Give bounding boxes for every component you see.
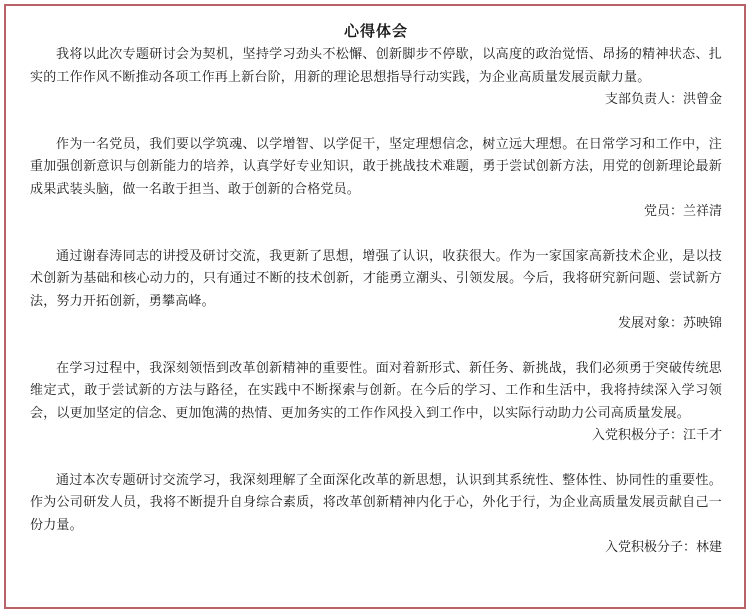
section-1 bbox=[30, 44, 722, 112]
section-signature: 入党积极分子：江千才 bbox=[591, 428, 722, 443]
section-3 bbox=[30, 246, 722, 336]
section-2 bbox=[30, 134, 722, 224]
document-title: 心得体会 bbox=[343, 22, 408, 40]
document-frame bbox=[4, 4, 746, 609]
section-4 bbox=[30, 358, 722, 448]
section-text: 在学习过程中，我深刻领悟到改革创新精神的重要性。面对着新形式、新任务、新挑战，我们必须勇于突破传统思维定式，敢于尝试新的方法与路径，在实践中不断探索与创新。在今后的学习、工作和生活中，我将持续深入学习领会，以更加坚定的信念、更加饱满的热情、更加务实的工作作风投入到工作中，以实际行动助力公司高质量发展。 bbox=[30, 360, 722, 421]
section-text: 作为一名党员，我们要以学筑魂、以学增智、以学促干，坚定理想信念，树立远大理想。在日常学习和工作中，注重加强创新意识与创新能力的培养，认真学好专业知识，敢于挑战技术难题，勇于尝试创新方法，用党的创新理论最新成果武装头脑，做一名敢于担当、敢于创新的合格党员。 bbox=[30, 136, 722, 197]
section-signature: 党员：兰祥清 bbox=[643, 204, 722, 219]
section-text: 通过谢春涛同志的讲授及研讨交流，我更新了思想，增强了认识，收获很大。作为一家国家高新技术企业，是以技术创新为基础和核心动力的，只有通过不断的技术创新，才能勇立潮头、引领发展。今后，我将研究新问题、尝试新方法，努力开拓创新，勇攀高峰。 bbox=[30, 248, 722, 309]
section-text: 通过本次专题研讨交流学习，我深刻理解了全面深化改革的新思想，认识到其系统性、整体性、协同性的重要性。作为公司研发人员，我将不断提升自身综合素质，将改革创新精神内化于心，外化于行，为企业高质量发展贡献自己一份力量。 bbox=[30, 472, 722, 533]
section-text: 我将以此次专题研讨会为契机，坚持学习劲头不松懈、创新脚步不停歇，以高度的政治觉悟、昂扬的精神状态、扎实的工作作风不断推动各项工作再上新台阶，用新的理论思想指导行动实践，为企业高质量发展贡献力量。 bbox=[30, 47, 722, 85]
section-5 bbox=[30, 470, 722, 560]
section-signature: 入党积极分子：林建 bbox=[604, 540, 722, 555]
section-signature: 发展对象：苏映锦 bbox=[617, 316, 722, 331]
section-signature: 支部负责人：洪曾金 bbox=[604, 92, 722, 107]
